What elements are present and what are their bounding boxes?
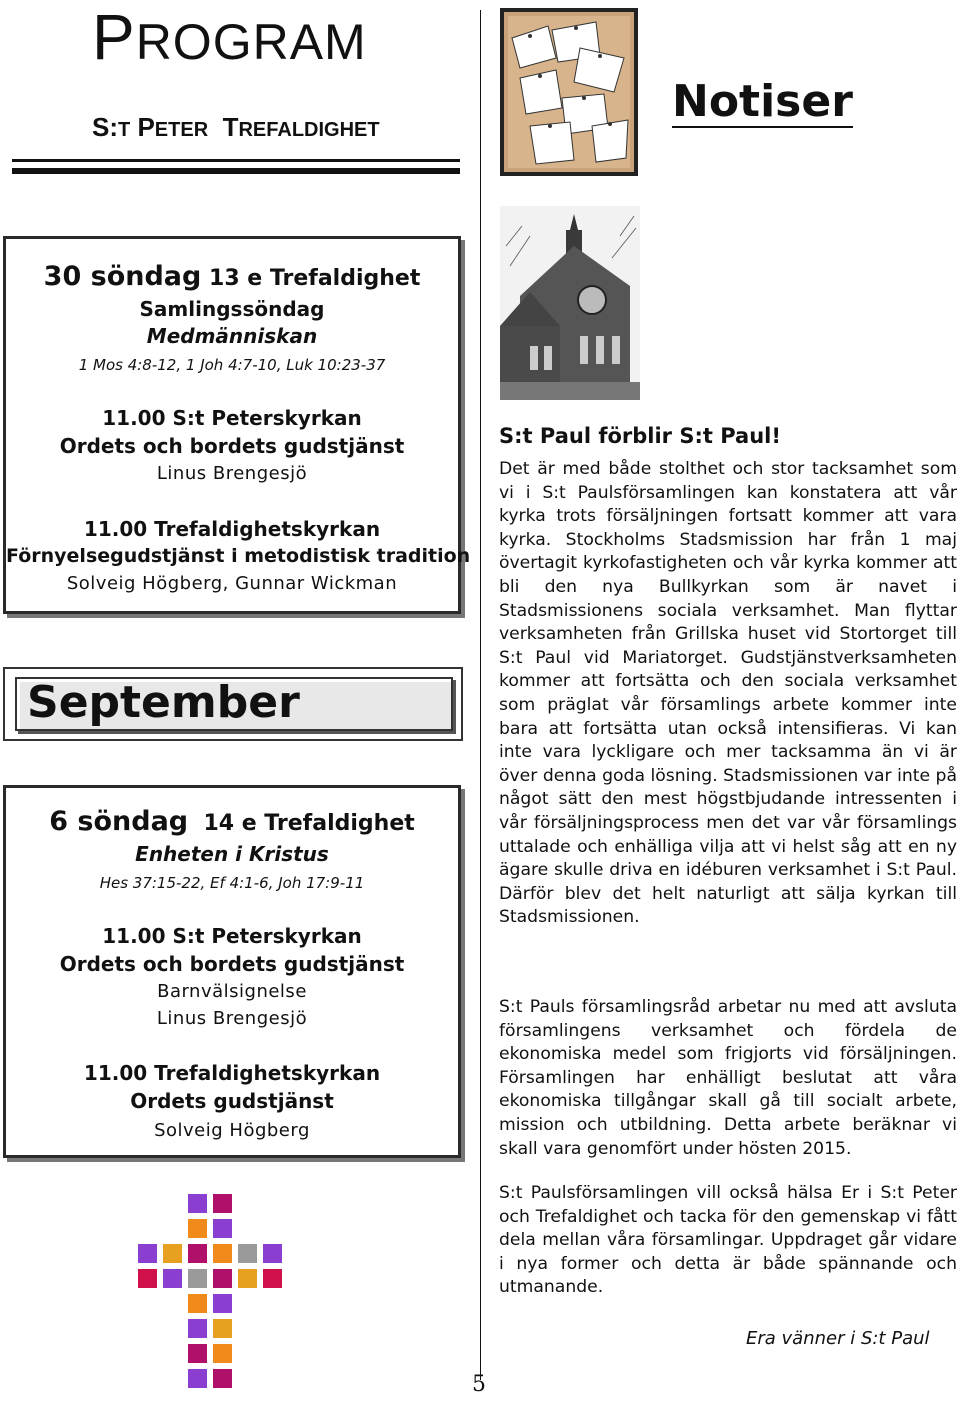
service-type: Ordets och bordets gudstjänst bbox=[59, 434, 405, 458]
sunday-theme: Enheten i Kristus bbox=[135, 842, 329, 866]
sunday-occasion: 14 e Trefaldighet bbox=[203, 811, 415, 836]
column-divider bbox=[480, 10, 481, 1380]
header-rule bbox=[12, 159, 460, 162]
section-heading: Notiser bbox=[672, 76, 853, 127]
article-signature: Era vänner i S:t Paul bbox=[746, 1328, 930, 1349]
service-time: 11.00 Trefaldighetskyrkan bbox=[83, 1061, 381, 1085]
sunday-box-6 bbox=[3, 785, 461, 1158]
month-banner bbox=[3, 667, 463, 741]
article-title: S:t Paul förblir S:t Paul! bbox=[499, 424, 781, 448]
sunday-heading bbox=[6, 261, 458, 292]
sunday-box-30 bbox=[3, 236, 471, 614]
service-note: Barnvälsignelse bbox=[157, 981, 307, 1002]
sunday-name: Samlingssöndag bbox=[139, 297, 325, 321]
bible-readings: Hes 37:15-22, Ef 4:1-6, Joh 17:9-11 bbox=[99, 874, 365, 892]
sunday-occasion: 13 e Trefaldighet bbox=[209, 266, 421, 291]
header-rule-thick bbox=[12, 168, 460, 174]
service-leader: Linus Brengesjö bbox=[156, 463, 308, 484]
service-type: Ordets och bordets gudstjänst bbox=[59, 952, 405, 976]
service-leader: Linus Brengesjö bbox=[156, 1008, 308, 1029]
article-paragraph: S:t Pauls församlingsråd arbetar nu med att avsluta församlingens verksamhet och fördela de ekonomiska medel som frigjorts vid försäljningen. Församlingen har enhälligt beslutat att våra ekonomiska tillgångar skall gå till socialt arbete, mission och utbildning. Detta arbete beräknar vi skall vara genomfört under hösten 2015. bbox=[499, 997, 957, 1159]
service-leader: Solveig Högberg bbox=[154, 1120, 310, 1141]
service-leader: Solveig Högberg, Gunnar Wickman bbox=[66, 573, 398, 594]
service-time: 11.00 Trefaldighetskyrkan bbox=[83, 517, 381, 541]
page-number: 5 bbox=[472, 1372, 486, 1397]
sunday-day: 6 söndag bbox=[49, 806, 189, 837]
sunday-theme: Medmänniskan bbox=[146, 324, 318, 348]
bible-readings: 1 Mos 4:8-12, 1 Joh 4:7-10, Luk 10:23-37 bbox=[78, 356, 386, 374]
sunday-heading bbox=[6, 806, 458, 837]
service-type: Förnyelsegudstjänst i metodistisk tradition bbox=[6, 545, 471, 567]
month-title: September bbox=[27, 677, 300, 728]
sunday-day: 30 söndag bbox=[43, 261, 202, 292]
article-paragraph: Det är med både stolthet och stor tacksamhet som vi i S:t Paulsförsamlingen kan konstatera att vår kyrka trots försäljningen fortsatt kommer att vara kyrka. Stockholms Stadsmission har från 1 maj övertagit kyrkofastigheten och vår kyrka kommer att bli den nya Bullkyrkan som är navet i Stadsmissionens sociala verksamhet. Man flyttar verksamheten från Grillska huset vid Stortorget till S:t Paul vid Mariatorget. Gudstjänstverksamheten kommer att fortsätta och den sociala verksamhet som präglat vår församlings arbete kommer inte bara att fortsätta utan också intensifieras. Vi kan inte vara lyckligare och mer tacksamma än vi är över denna goda lösning. Stadsmissionen var inte på något sätt den mest högstbjudande intressenten i vår försäljningsprocess men det var vår församlings uttalade och enhälliga vilja att vi helst såg att en ny ägare skulle driva en idéburen verksamhet i S:t Paul. Därför blev det helt naturligt att sälja kyrkan till Stadsmissionen. bbox=[499, 459, 957, 928]
church-photo bbox=[500, 206, 640, 400]
article-paragraph: S:t Paulsförsamlingen vill också hälsa Er i S:t Peter och Trefaldighet och tacka för den gemenskap vi fått dela mellan våra församlingar. Uppdraget går vidare i nya former och detta är både spännande och utmanande. bbox=[499, 1183, 957, 1298]
page-subtitle: S:T PETER TREFALDIGHET bbox=[92, 112, 380, 142]
corkboard-image bbox=[500, 8, 638, 176]
service-time: 11.00 S:t Peterskyrkan bbox=[102, 924, 362, 948]
page-title: PROGRAM bbox=[92, 1, 367, 73]
service-type: Ordets gudstjänst bbox=[130, 1089, 334, 1113]
service-time: 11.00 S:t Peterskyrkan bbox=[102, 406, 362, 430]
